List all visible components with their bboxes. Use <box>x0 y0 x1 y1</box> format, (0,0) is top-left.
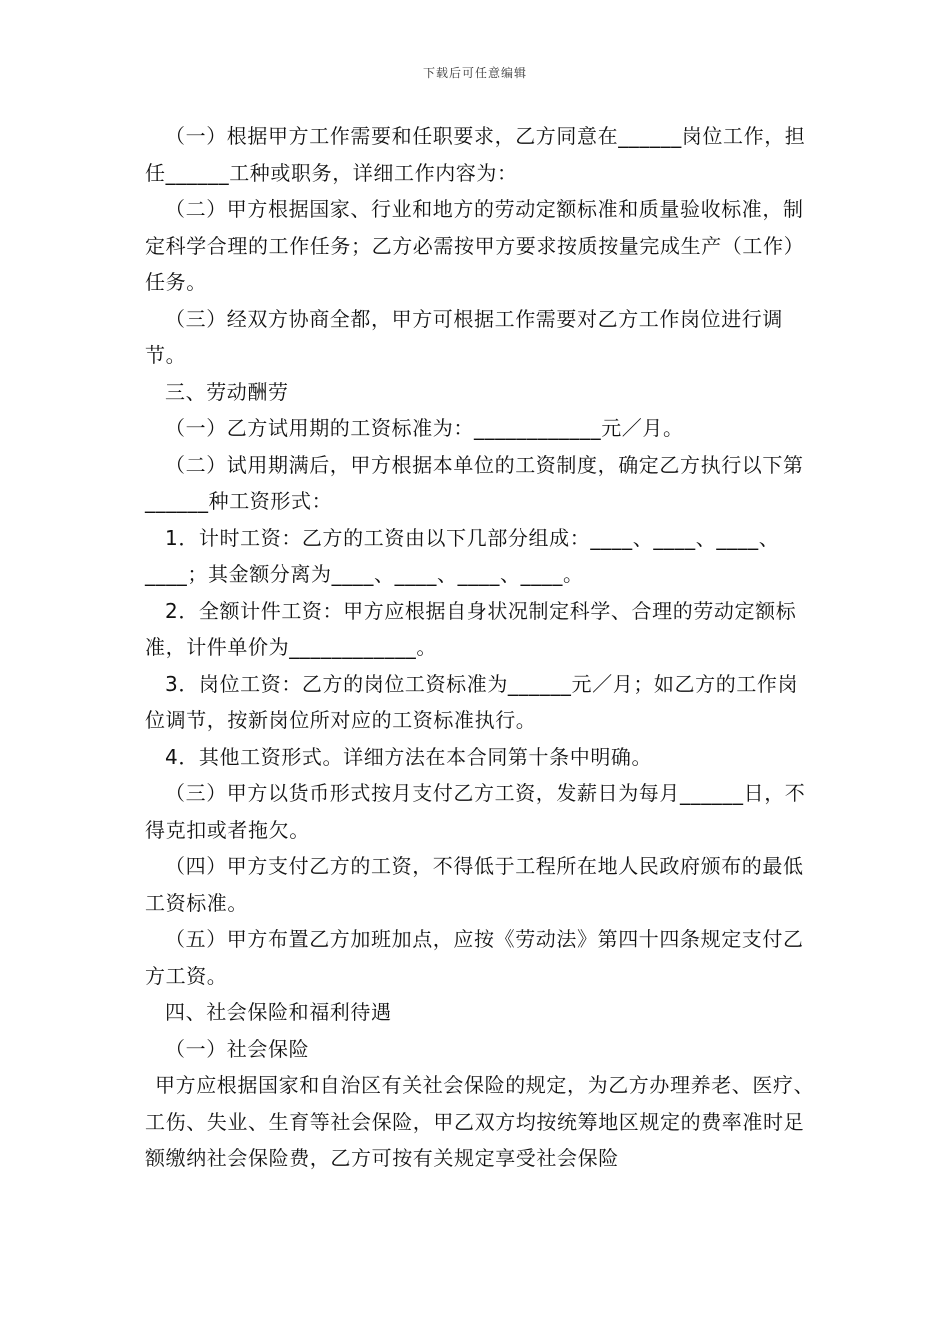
paragraph-wage-form: （二）试用期满后，甲方根据本单位的工资制度，确定乙方执行以下第______种工资形式： <box>145 452 804 513</box>
subheading-social-insurance: （一）社会保险 <box>165 1036 310 1061</box>
section-heading-social-insurance: 四、社会保险和福利待遇 <box>165 1000 392 1024</box>
paragraph-overtime: （五）甲方布置乙方加班加点，应按《劳动法》第四十四条规定支付乙方工资。 <box>145 927 804 988</box>
page-header: 下载后可任意编辑 <box>422 66 527 80</box>
paragraph-minimum-wage: （四）甲方支付乙方的工资，不得低于工程所在地人民政府颁布的最低工资标准。 <box>145 854 804 915</box>
paragraph-piece-wage: 2．全额计件工资：甲方应根据自身状况制定科学、合理的劳动定额标准，计件单价为____________。 <box>145 598 797 659</box>
paragraph-other-wage: 4．其他工资形式。详细方法在本合同第十条中明确。 <box>165 744 653 769</box>
paragraph-time-wage: 1．计时工资：乙方的工资由以下几部分组成：____、____、____、____；其金额分离为____、____、____、____。 <box>145 525 780 586</box>
section-heading-remuneration: 三、劳动酬劳 <box>165 379 289 404</box>
paragraph-position-adjust: （三）经双方协商全都，甲方可根据工作需要对乙方工作岗位进行调节。 <box>145 306 783 367</box>
paragraph-payday: （三）甲方以货币形式按月支付乙方工资，发薪日为每月______日，不得克扣或者拖欠。 <box>145 781 806 842</box>
paragraph-social-insurance: 甲方应根据国家和自治区有关社会保险的规定，为乙方办理养老、医疗、工伤、失业、生育等社会保险，甲乙双方均按统筹地区规定的费率准时足额缴纳社会保险费，乙方可按有关规定享受社会保险 <box>145 1073 815 1170</box>
paragraph-position-wage: 3．岗位工资：乙方的岗位工资标准为______元／月；如乙方的工作岗位调节，按新岗位所对应的工资标准执行。 <box>145 671 799 732</box>
paragraph-work-tasks: （二）甲方根据国家、行业和地方的劳动定额标准和质量验收标准，制定科学合理的工作任务；乙方必需按甲方要求按质按量完成生产（工作）任务。 <box>145 197 805 294</box>
paragraph-job-position: （一）根据甲方工作需要和任职要求，乙方同意在______岗位工作，担任______工种或职务，详细工作内容为： <box>145 124 806 185</box>
paragraph-probation-wage: （一）乙方试用期的工资标准为：____________元／月。 <box>165 416 684 440</box>
document-body <box>145 118 815 1177</box>
